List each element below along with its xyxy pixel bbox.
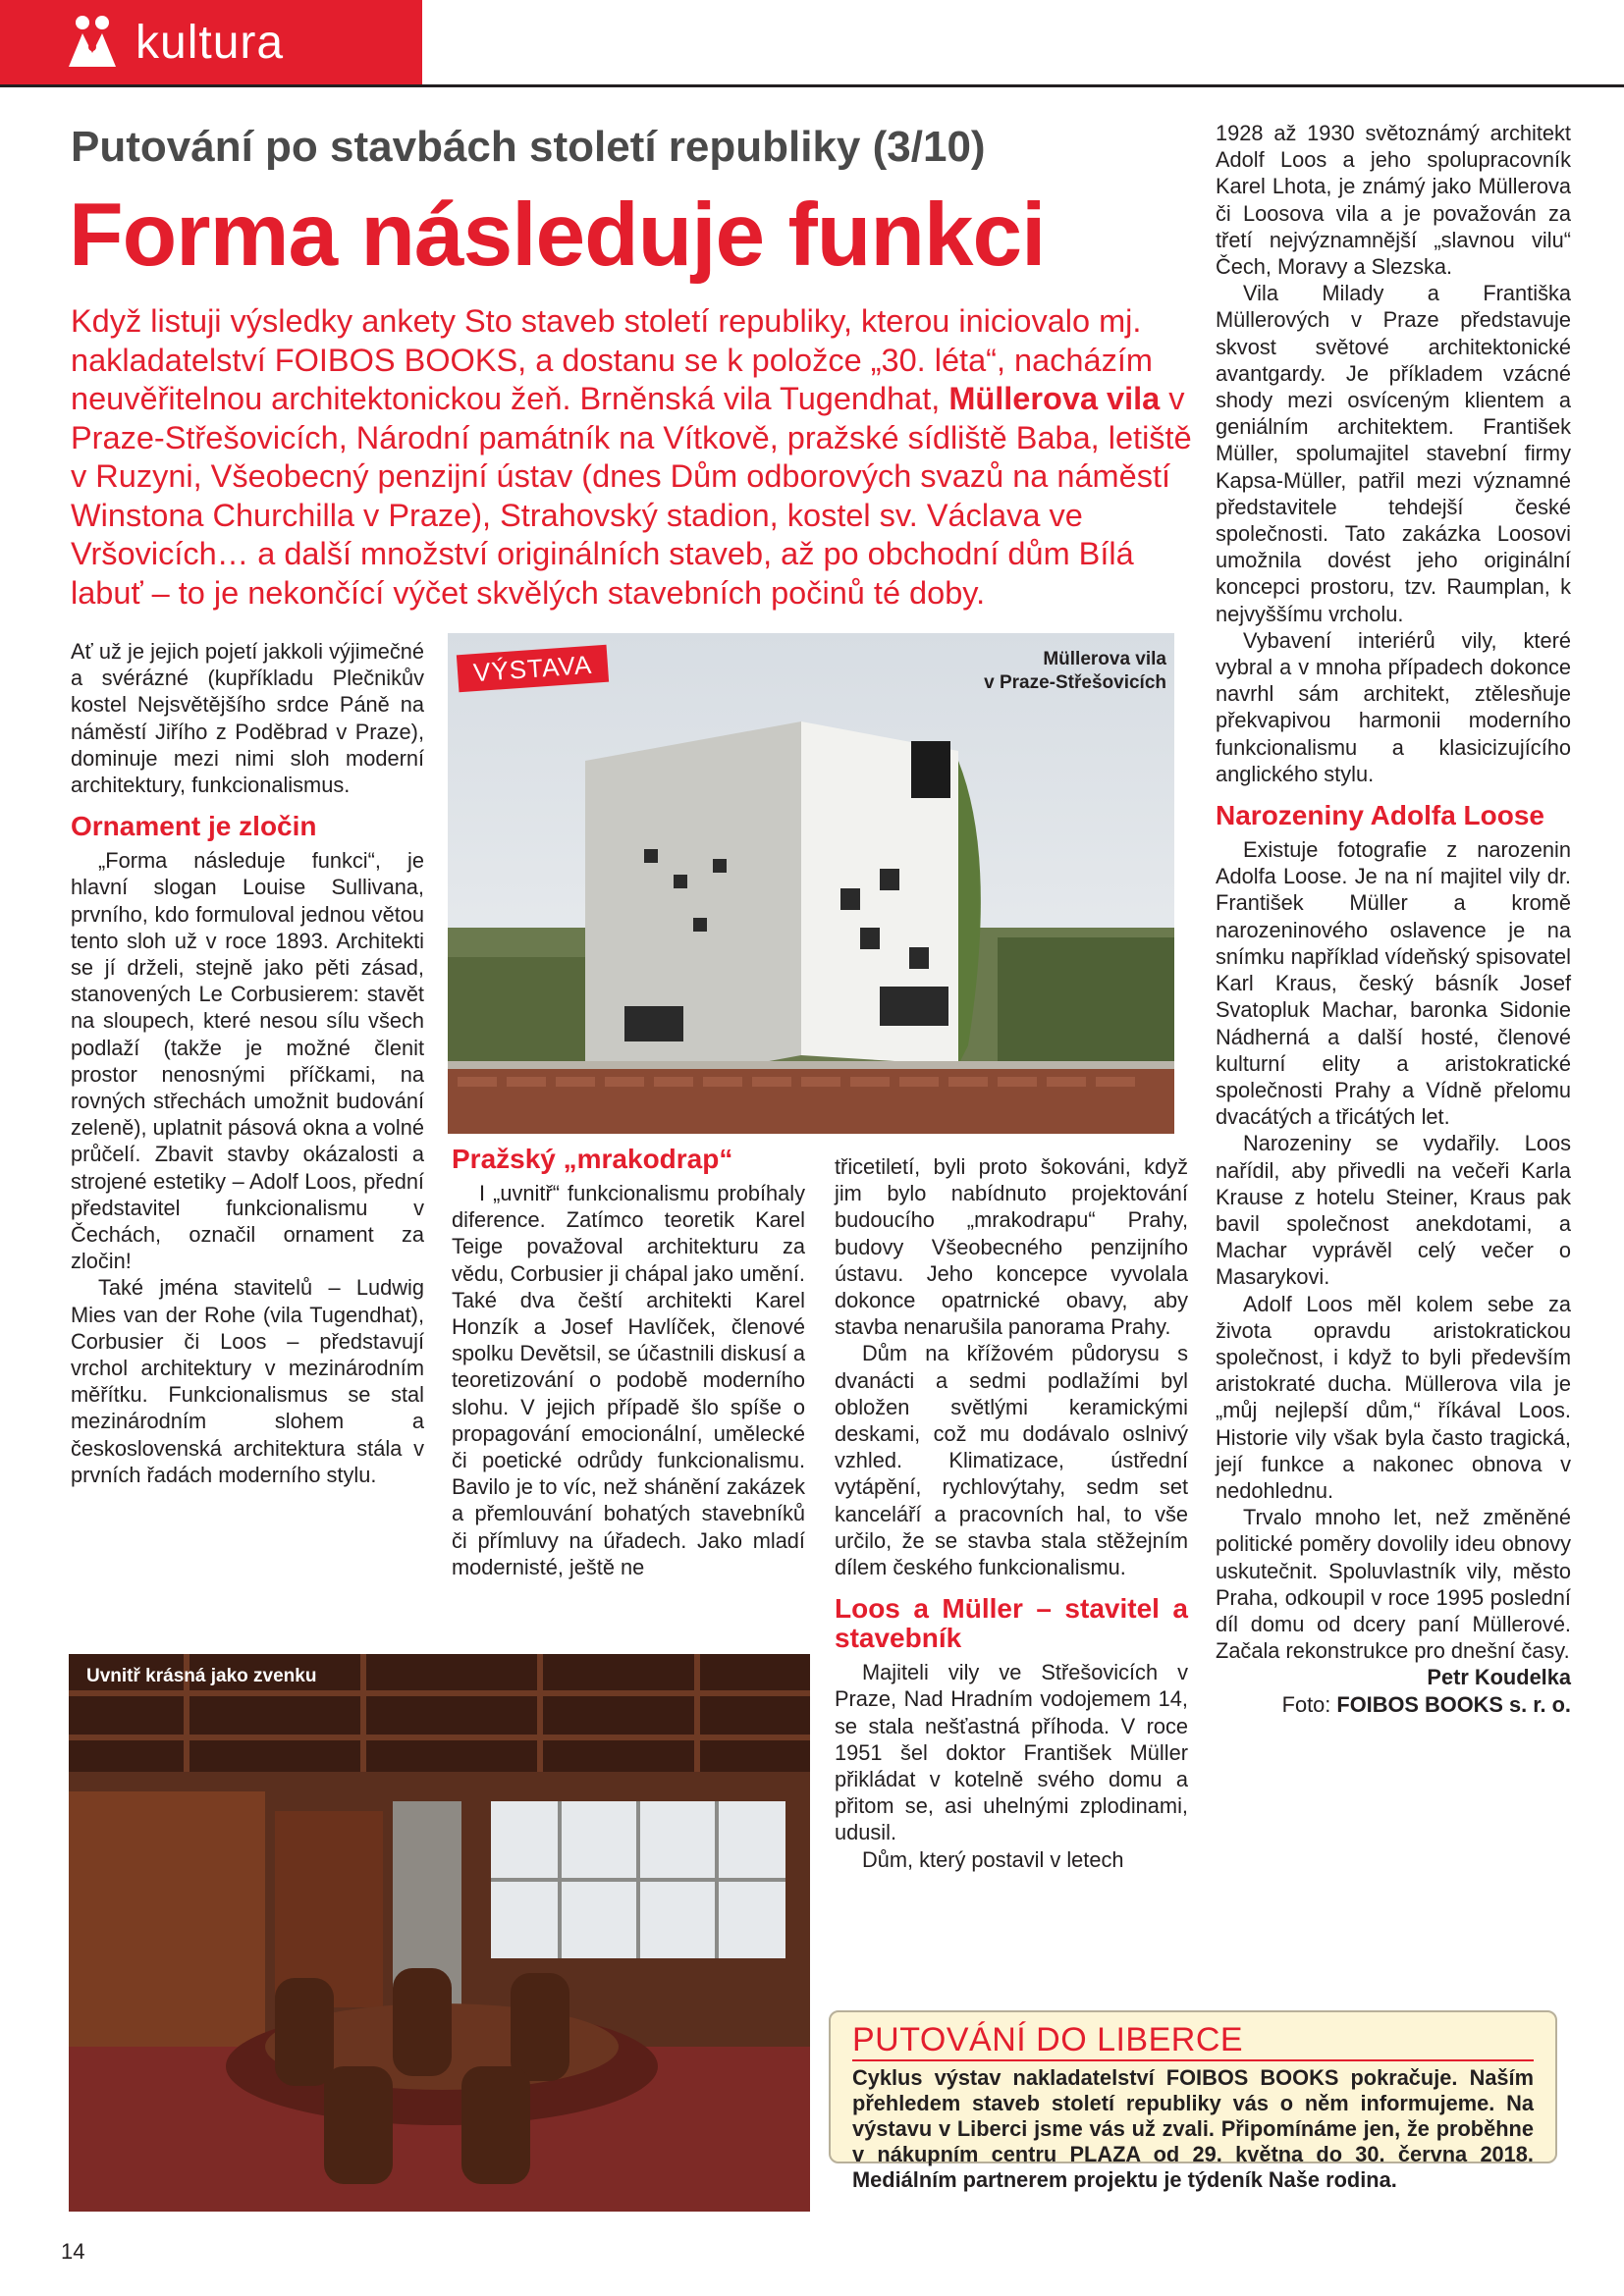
paragraph: Vila Milady a Františka Müllerových v Praze představuje skvost světové architektonické avantgardy. Je příkladem vzácné shody mezi osvíceným klientem a geniálním architektem. František Müller, spolumajitel stavební firmy Kapsa-Müller, patřil mezi významné představitele tehdejší české společnosti. Tato zakázka Loosovi umožnila dovést jeho originální koncepci prostoru, tzv. Raumplan, k nejvyššímu vrcholu. xyxy=(1216,281,1571,626)
paragraph: Narozeniny se vydařily. Loos nařídil, aby přivedli na večeři Karla Krause z hotelu Steiner, Kraus pak bavil společnost anekdotami, a Machar vyprávěl celý večer o Masarykovi. xyxy=(1216,1131,1571,1290)
paragraph: Také jména stavitelů – Ludwig Mies van der Rohe (vila Tugendhat), Corbusier či Loos – představují vrchol architektury v mezinárodním měřítku. Funkcionalismus se stal mezinárodním slohem a československá architektura stála v prvních řadách moderního stylu. xyxy=(71,1275,424,1487)
paragraph: I „uvnitř“ funkcionalismu probíhaly diference. Zatímco teoretik Karel Teige považoval architekturu za vědu, Corbusier ji chápal jako umění. Také dva čeští architekti Karel Honzík a Josef Havlíček, členové spolku Devětsil, se účastnili diskusí a teoretizování o podobě moderního slohu. V jejich případě šlo spíše o propagování emocionální, umělecké či poetické odrůdy funkcionalismu. Bavilo je to víc, než shánění zakázek a přemlouvání bohatých stavebníků či přímluvy na úřadech. Jako mladí modernisté, ještě ne xyxy=(452,1181,805,1579)
author: Petr Koudelka xyxy=(1427,1665,1571,1690)
paragraph: Existuje fotografie z narozenin Adolfa Loose. Je na ní majitel vily dr. František Müller a kromě narozeninového oslavence je na snímku například vídeňský spisovatel Karl Kraus, český básník Josef Svatopluk Machar, baronka Sidonie Nádherná a další hosté, členové kulturní elity a aristokratické společnosti Prahy a Vídně přelomu dvacátých a třicátých let. xyxy=(1216,837,1571,1130)
villa-photo-caption: Müllerova vila v Praze-Střešovicích xyxy=(984,649,1166,693)
column-1 xyxy=(71,638,424,1488)
subheading: Loos a Müller – stavitel a stavebník xyxy=(835,1593,1188,1654)
info-box xyxy=(829,2010,1557,2192)
interior-photo xyxy=(69,1654,810,2212)
column-4 xyxy=(1216,120,1571,1718)
column-3 xyxy=(835,1153,1188,1873)
page-number: 14 xyxy=(61,2239,85,2264)
paragraph: třicetiletí, byli proto šokováni, když jim bylo nabídnuto projektování budoucího „mrakodrapu“ Prahy, budovy Všeobecného penzijního ústavu. Jeho koncepce vyvolala dokonce opatrnické obavy, aby stavba nenarušila panorama Prahy. xyxy=(835,1154,1188,1340)
exhibition-tag: VÝSTAVA xyxy=(457,645,609,693)
people-logo-icon xyxy=(65,14,120,69)
info-box-rule xyxy=(852,2059,1534,2061)
column-2 xyxy=(452,1141,805,1580)
paragraph: Adolf Loos měl kolem sebe za života opravdu aristokratickou společnost, i když to byli především aristokraté ducha. Müllerova vila je „můj nejlepší dům,“ říkával Loos. Historie vily však byla často tragická, její funkce a nakonec obnova v nedohlednu. xyxy=(1216,1291,1571,1503)
paragraph: Dům na křížovém půdorysu s dvanácti a sedmi podlažími byl obložen světlými keramickými deskami, což mu dodávalo oslnivý vzhled. Klimatizace, ústřední vytápění, rychlovýtahy, sedm set kanceláří a pracovních hal, to vše určilo, že se stavba stala stěžejním dílem českého funkcionalismu. xyxy=(835,1341,1188,1580)
subheading: Ornament je zločin xyxy=(71,811,317,842)
info-box-text: Cyklus výstav nakladatelství FOIBOS BOOKS pokračuje. Naším přehledem staveb století republiky vás o něm informujeme. Na výstavu v Liberci jsme vás už zvali. Připomínáme jen, že proběhne v nákupním centru PLAZA od 29. května do 30. června 2018. Mediálním partnerem projektu je týdeník Naše rodina. xyxy=(852,2065,1534,2192)
series-title: Putování po stavbách století republiky (3/10) xyxy=(71,123,986,171)
paragraph: Majiteli vily ve Střešovicích v Praze, Nad Hradním vodojemem 14, se stala nešťastná příhoda. V roce 1951 šel doktor František Müller přikládat v kotelně svého domu a přitom se, asi uhelnými zplodinami, udusil. xyxy=(835,1660,1188,1845)
paragraph: „Forma následuje funkci“, je hlavní slogan Louise Sullivana, prvního, kdo formuloval jednou větou tento sloh už v roce 1893. Architekti se jí drželi, stejně jako pěti zásad, stanovených Le Corbusierem: stavět na sloupech, které nesou sílu všech podlaží (takže je možné členit prostor nenosnými příčkami, na rovných střechách umožnit budování zeleně), uplatnit pásová okna a volné průčelí. Zbavit stavby okázalosti a strojené estetiky – Adolf Loos, přední představitel funkcionalismu v Čechách, označil ornament za zločin! xyxy=(71,848,424,1274)
section-label: kultura xyxy=(135,17,285,69)
subheading: Pražský „mrakodrap“ xyxy=(452,1144,733,1174)
headline: Forma následuje funkci xyxy=(69,186,1046,285)
paragraph: Ať už je jejich pojetí jakkoli výjimečné a svérázné (kupříkladu Plečnikův kostel Nejsvětějšího srdce Páně na náměstí Jiřího z Poděbrad v Praze), dominuje mezi nimi sloh moderní architektury, funkcionalismus. xyxy=(71,639,424,798)
lead-paragraph: Když listuji výsledky ankety Sto staveb století republiky, kterou iniciovalo mj. nakladatelství FOIBOS BOOKS, a dostanu se k položce „30. léta“, nacházím neuvěřitelnou architektonickou žeň. Brněnská vila Tugendhat, Müllerova vila v Praze-Střešovicích, Národní památník na Vítkově, pražské sídliště Baba, letiště v Ruzyni, Všeobecný penzijní ústav (dnes Dům odborových svazů na náměstí Winstona Churchilla v Praze), Strahovský stadion, kostel sv. Václava ve Vršovicích… a další množství originálních staveb, až po obchodní dům Bílá labuť – to je nekončící výčet skvělých stavebních počinů té doby. xyxy=(71,303,1192,611)
paragraph: Vybavení interiérů vily, které vybral a v mnoha případech dokonce navrhl sám architekt, ztělesňuje překvapivou harmonii moderního funkcionalismu a klasicizujícího anglického stylu. xyxy=(1216,627,1571,786)
header-rule xyxy=(0,84,1624,87)
photo-credit: Foto: FOIBOS BOOKS s. r. o. xyxy=(1281,1691,1571,1717)
paragraph: 1928 až 1930 světoznámý architekt Adolf Loos a jeho spolupracovník Karel Lhota, je známý jako Müllerova či Loosova vila a je považován za třetí nejvýznamnější „slavnou vilu“ Čech, Moravy a Slezska. xyxy=(1216,121,1571,280)
interior-photo-caption: Uvnitř krásná jako zvenku xyxy=(86,1666,317,1686)
paragraph: Trvalo mnoho let, než změněné politické poměry dovolily ideu obnovy uskutečnit. Spoluvlastník vily, město Praha, odkoupil v roce 1995 poslední díl domu od dcery paní Müllerové. Začala rekonstrukce pro dnešní časy. xyxy=(1216,1505,1571,1664)
paragraph: Dům, který postavil v letech xyxy=(862,1846,1124,1872)
subheading: Narozeniny Adolfa Loose xyxy=(1216,800,1545,831)
villa-photo xyxy=(448,633,1174,1134)
info-box-title: PUTOVÁNÍ DO LIBERCE xyxy=(852,2021,1244,2058)
